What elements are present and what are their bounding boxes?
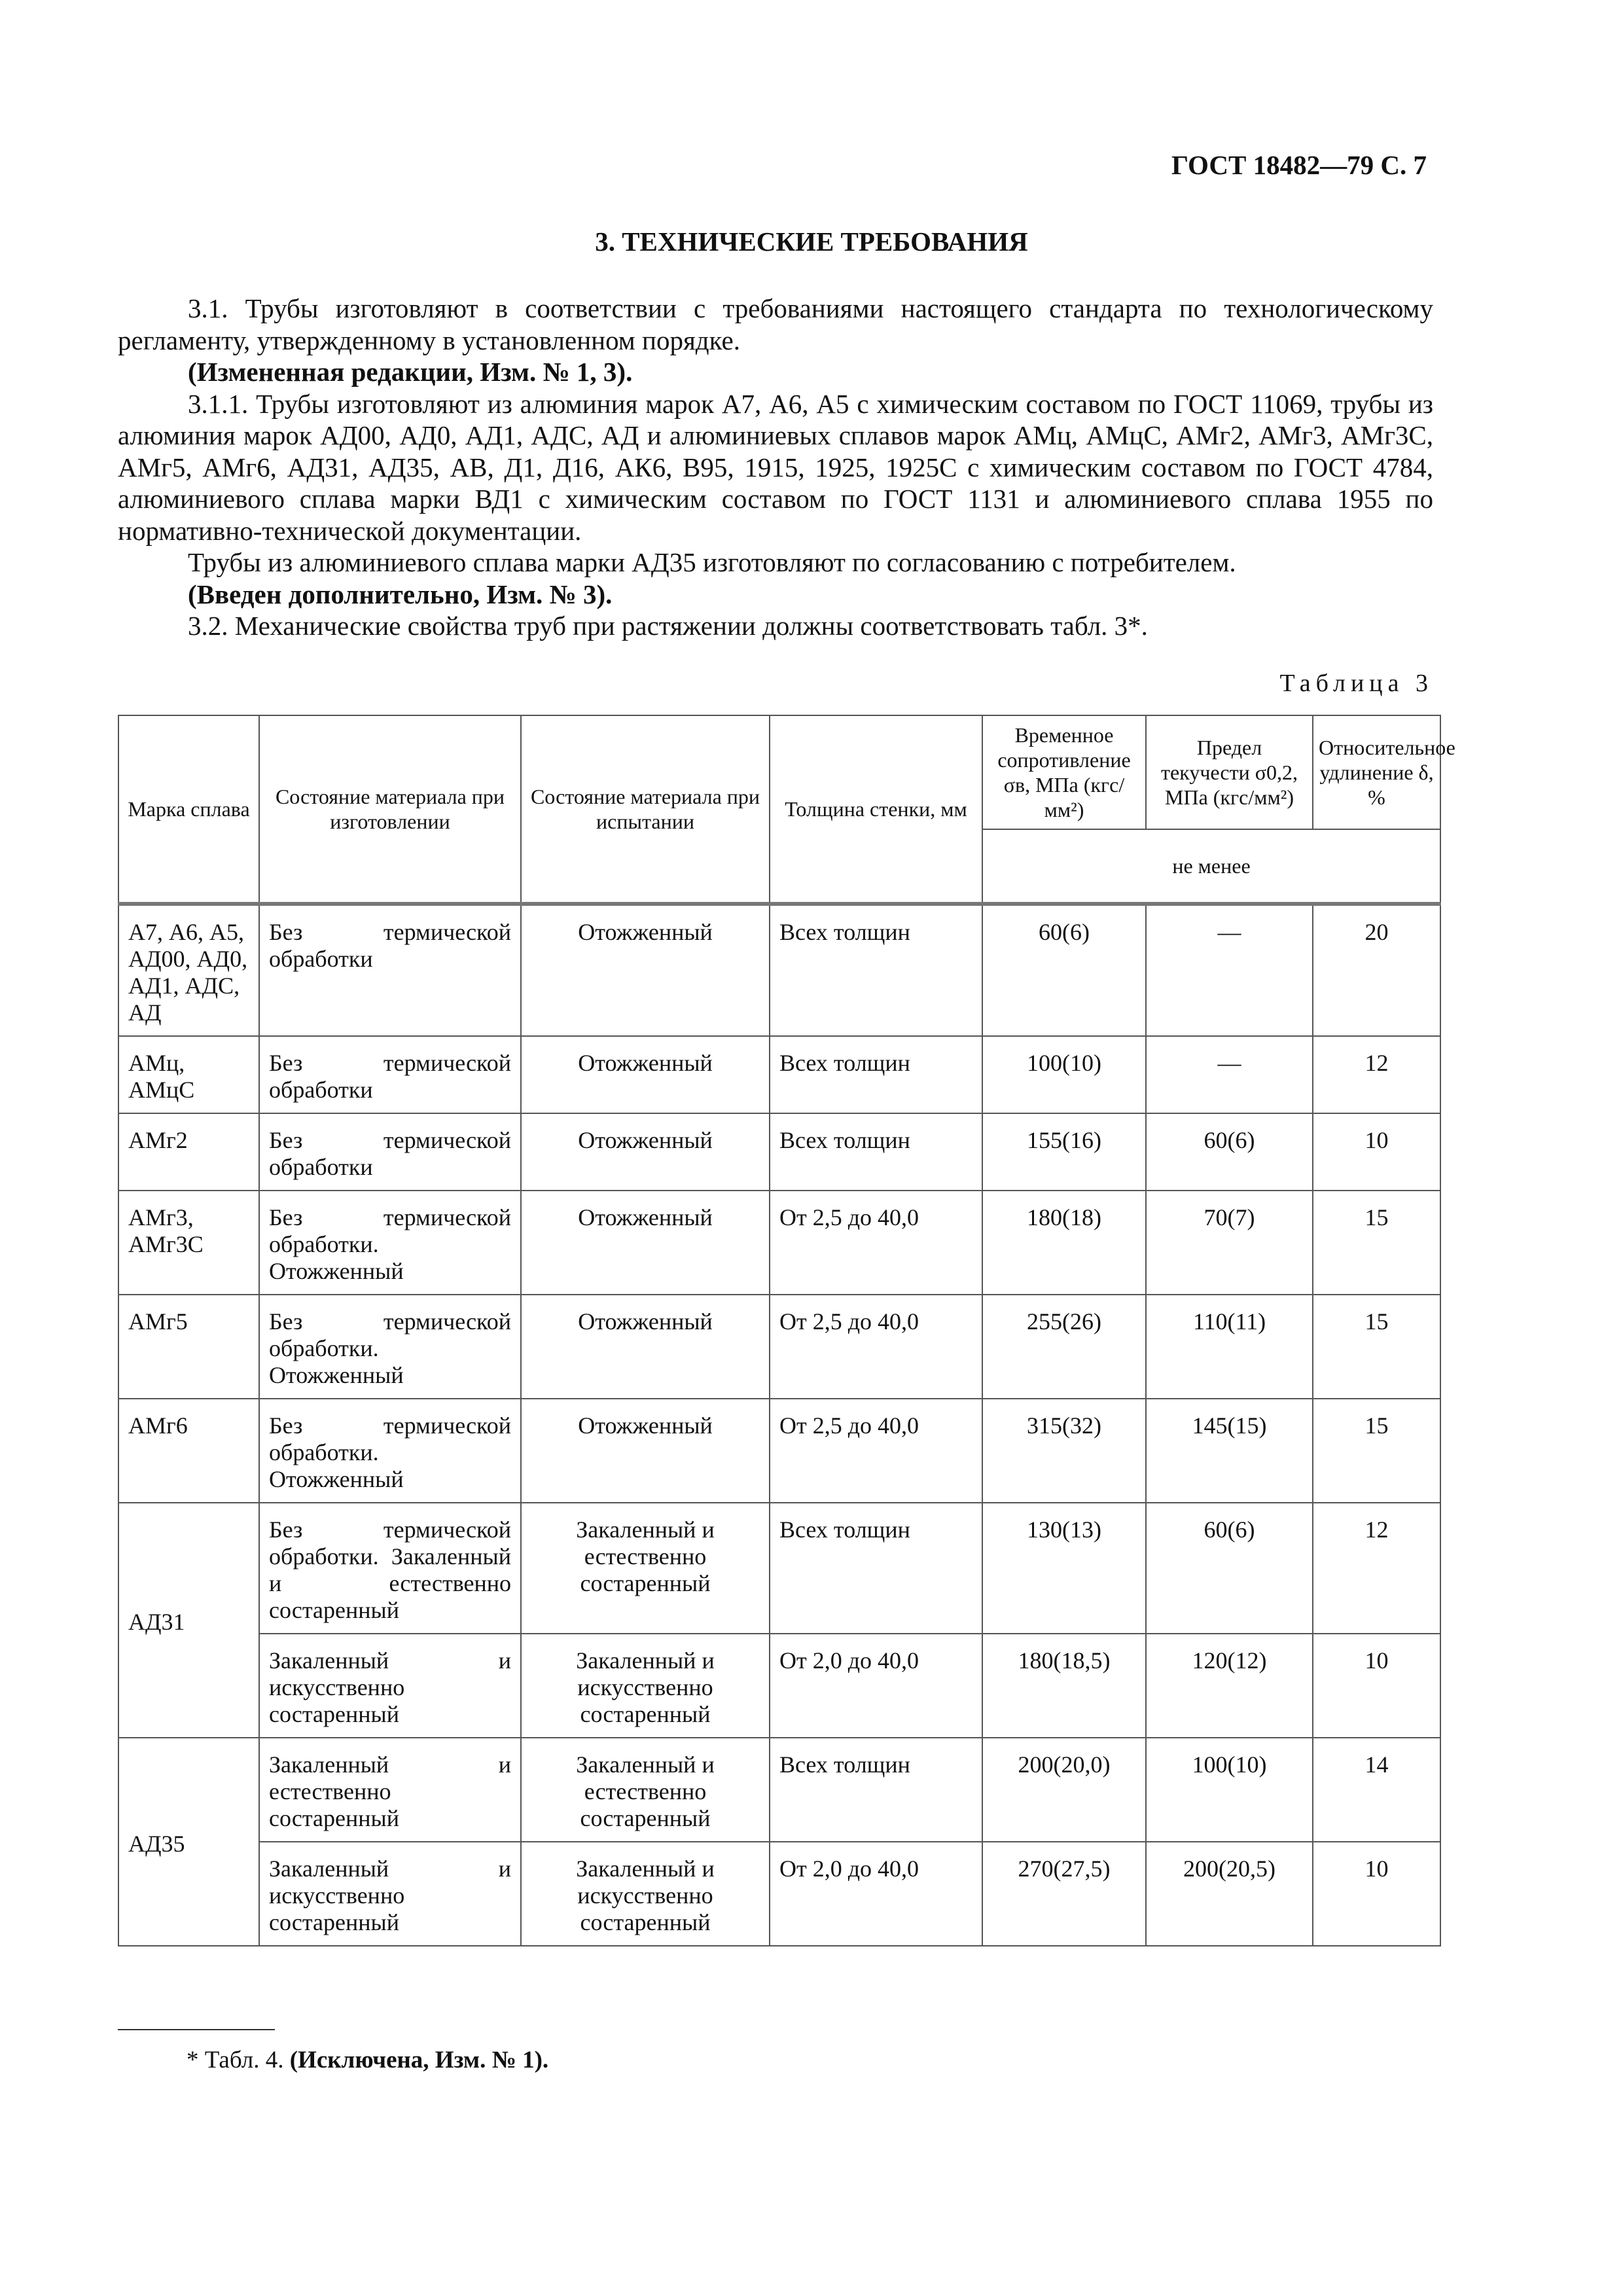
cell-elongation: 10 — [1313, 1113, 1440, 1191]
cell-thickness: Всех толщин — [770, 1503, 982, 1634]
paragraph-3-1: 3.1. Трубы изготовляют в соответствии с требованиями настоящего стандарта по технологическому регламенту, утвержденному в установленном порядке. — [118, 293, 1433, 355]
header-thickness: Толщина стенки, мм — [770, 715, 982, 904]
cell-elongation: 15 — [1313, 1399, 1440, 1503]
cell-elongation: 14 — [1313, 1738, 1440, 1842]
cell-elongation: 12 — [1313, 1036, 1440, 1113]
paragraph-3-1-1-note: (Введен дополнительно, Изм. № 3). — [188, 579, 613, 609]
cell-state-test: Закаленный и искусственно состаренный — [521, 1842, 770, 1946]
cell-thickness: От 2,5 до 40,0 — [770, 1399, 982, 1503]
cell-thickness: Всех толщин — [770, 1738, 982, 1842]
cell-yield: — — [1146, 1036, 1313, 1113]
cell-state-made: Без термической обработки. Закаленный и естественно состаренный — [259, 1503, 521, 1634]
paragraph-3-1-1b: Трубы из алюминиевого сплава марки АД35 изготовляют по согласованию с потребителем. — [188, 547, 1236, 577]
cell-state-made: Без термической обработки. Отожженный — [259, 1399, 521, 1503]
header-state-made: Состояние материала при изготовлении — [259, 715, 521, 904]
cell-yield: 120(12) — [1146, 1634, 1313, 1738]
table-row — [118, 1191, 1440, 1295]
paragraph-3-1-1: 3.1.1. Трубы изготовляют из алюминия марок А7, А6, А5 с химическим составом по ГОСТ 11069, трубы из алюминия марок АД00, АД0, АД1, АДС, АД и алюминиевых сплавов марок АМц, АМцС, АМг2, АМг3, АМг3С, АМг5, АМг6, АД31, АД35, АВ, Д1, Д16, АК6, В95, 1915, 1925, 1925С с химическим составом по ГОСТ 4784, алюминиевого сплава марки ВД1 с химическим составом по ГОСТ 1131 и алюминиевого сплава 1955 по нормативно-технической документации. — [118, 388, 1433, 546]
table-label: Таблица 3 — [1279, 670, 1433, 697]
cell-state-test: Закаленный и искусственно состаренный — [521, 1634, 770, 1738]
mechanical-properties-table — [118, 715, 1455, 1946]
cell-state-made: Закаленный и искусственно состаренный — [259, 1842, 521, 1946]
cell-yield: 200(20,5) — [1146, 1842, 1313, 1946]
cell-tensile: 180(18) — [982, 1191, 1146, 1295]
footnote-rule — [118, 2029, 275, 2030]
cell-state-made: Без термической обработки — [259, 1036, 521, 1113]
footnote — [187, 2046, 548, 2074]
cell-tensile: 130(13) — [982, 1503, 1146, 1634]
cell-state-test: Закаленный и естественно состаренный — [521, 1738, 770, 1842]
cell-state-test: Отожженный — [521, 1295, 770, 1399]
cell-tensile: 100(10) — [982, 1036, 1146, 1113]
cell-state-made: Закаленный и естественно состаренный — [259, 1738, 521, 1842]
cell-elongation: 12 — [1313, 1503, 1440, 1634]
cell-yield: 60(6) — [1146, 1113, 1313, 1191]
cell-tensile: 155(16) — [982, 1113, 1146, 1191]
header-tensile: Временное сопротивление σв, МПа (кгс/мм²) — [982, 715, 1146, 829]
paragraph-3-1-note: (Измененная редакции, Изм. № 1, 3). — [188, 357, 633, 387]
cell-yield: 70(7) — [1146, 1191, 1313, 1295]
cell-elongation: 10 — [1313, 1634, 1440, 1738]
cell-state-test: Отожженный — [521, 1191, 770, 1295]
table-row — [118, 1738, 1440, 1842]
header-minimum: не менее — [982, 829, 1440, 904]
header-elongation: Относительное удлинение δ, % — [1313, 715, 1440, 829]
cell-yield: 145(15) — [1146, 1399, 1313, 1503]
cell-elongation: 15 — [1313, 1191, 1440, 1295]
cell-state-test: Закаленный и естественно состаренный — [521, 1503, 770, 1634]
cell-yield: — — [1146, 904, 1313, 1036]
cell-grade: АМц, АМцС — [118, 1036, 259, 1113]
cell-state-test: Отожженный — [521, 1036, 770, 1113]
cell-state-made: Без термической обработки. Отожженный — [259, 1191, 521, 1295]
table-row — [118, 1842, 1440, 1946]
running-head: ГОСТ 18482—79 С. 7 — [1171, 150, 1427, 180]
cell-state-made: Без термической обработки — [259, 904, 521, 1036]
cell-yield: 60(6) — [1146, 1503, 1313, 1634]
cell-thickness: От 2,5 до 40,0 — [770, 1295, 982, 1399]
cell-elongation: 20 — [1313, 904, 1440, 1036]
cell-state-test: Отожженный — [521, 904, 770, 1036]
cell-grade: АД35 — [118, 1738, 259, 1946]
cell-thickness: Всех толщин — [770, 1113, 982, 1191]
cell-state-made: Без термической обработки — [259, 1113, 521, 1191]
footnote-note: (Исключена, Изм. № 1). — [289, 2047, 549, 2073]
cell-yield: 100(10) — [1146, 1738, 1313, 1842]
cell-state-made: Закаленный и искусственно состаренный — [259, 1634, 521, 1738]
cell-tensile: 255(26) — [982, 1295, 1146, 1399]
header-yield: Предел текучести σ0,2, МПа (кгс/мм²) — [1146, 715, 1313, 829]
cell-grade: А7, А6, А5, АД00, АД0, АД1, АДС, АД — [118, 904, 259, 1036]
table-row — [118, 1503, 1440, 1634]
cell-thickness: От 2,0 до 40,0 — [770, 1842, 982, 1946]
cell-tensile: 180(18,5) — [982, 1634, 1146, 1738]
cell-thickness: Всех толщин — [770, 904, 982, 1036]
cell-elongation: 15 — [1313, 1295, 1440, 1399]
table-row — [118, 1295, 1440, 1399]
cell-grade: АМг6 — [118, 1399, 259, 1503]
cell-thickness: От 2,5 до 40,0 — [770, 1191, 982, 1295]
header-grade: Марка сплава — [118, 715, 259, 904]
table-row — [118, 1634, 1440, 1738]
table-header-row — [118, 715, 1440, 829]
cell-tensile: 60(6) — [982, 904, 1146, 1036]
cell-state-made: Без термической обработки. Отожженный — [259, 1295, 521, 1399]
cell-yield: 110(11) — [1146, 1295, 1313, 1399]
section-title: 3. ТЕХНИЧЕСКИЕ ТРЕБОВАНИЯ — [595, 226, 1028, 257]
cell-elongation: 10 — [1313, 1842, 1440, 1946]
cell-thickness: Всех толщин — [770, 1036, 982, 1113]
footnote-prefix: * Табл. 4. — [187, 2047, 284, 2073]
table-row — [118, 904, 1440, 1036]
header-state-test: Состояние материала при испытании — [521, 715, 770, 904]
cell-grade: АМг5 — [118, 1295, 259, 1399]
cell-tensile: 270(27,5) — [982, 1842, 1146, 1946]
body-text — [118, 293, 1433, 642]
table-row — [118, 1036, 1440, 1113]
cell-grade: АМг3, АМг3С — [118, 1191, 259, 1295]
cell-state-test: Отожженный — [521, 1399, 770, 1503]
table-row — [118, 1399, 1440, 1503]
cell-grade: АД31 — [118, 1503, 259, 1738]
cell-grade: АМг2 — [118, 1113, 259, 1191]
table-row — [118, 1113, 1440, 1191]
paragraph-3-2: 3.2. Механические свойства труб при растяжении должны соответствовать табл. 3*. — [188, 611, 1148, 641]
cell-thickness: От 2,0 до 40,0 — [770, 1634, 982, 1738]
cell-state-test: Отожженный — [521, 1113, 770, 1191]
cell-tensile: 315(32) — [982, 1399, 1146, 1503]
cell-tensile: 200(20,0) — [982, 1738, 1146, 1842]
